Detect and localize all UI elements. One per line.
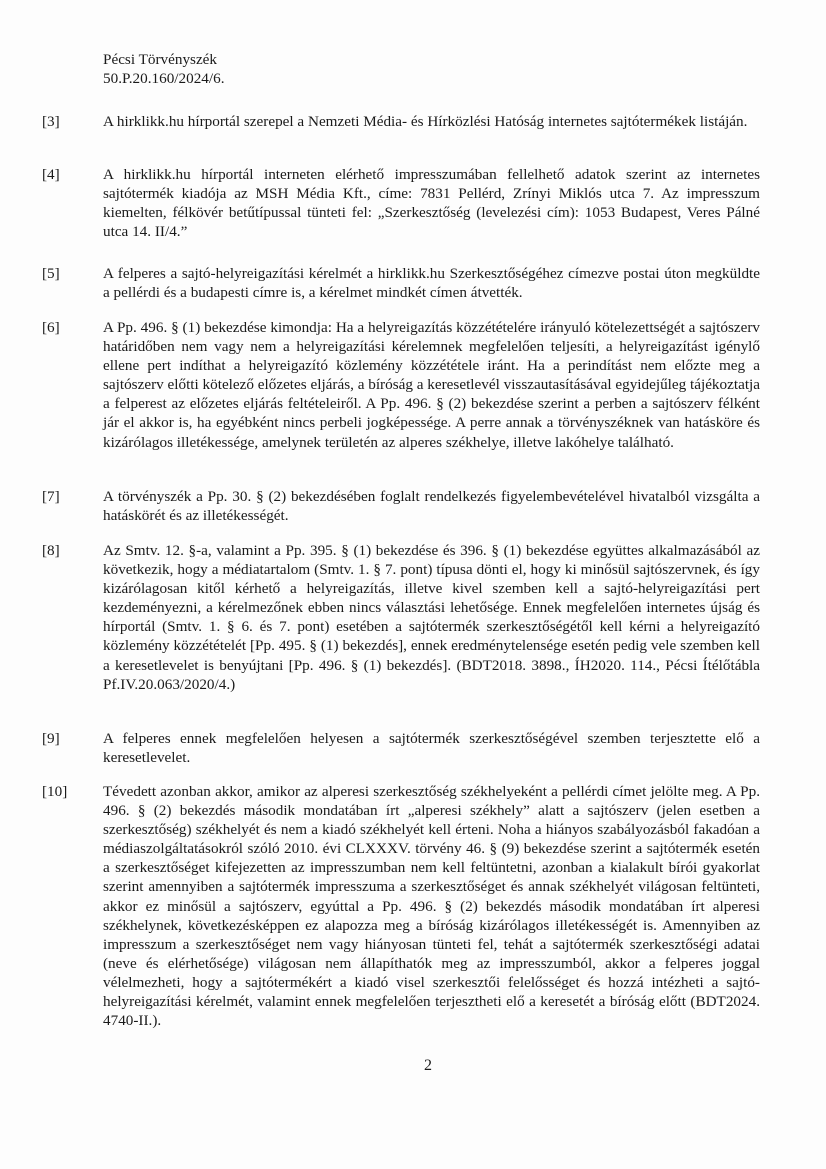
paragraph-text: Az Smtv. 12. §-a, valamint a Pp. 395. § (1) bekezdése és 396. § (1) bekezdése együttes alkalmazásából az következik, hogy a médiatartalom (Smtv. 1. § 7. pont) típusa dönti el, hogy ki minősül sajtószervnek, és így kizárólagosan kitől kérhető a helyreigazítás, illetve kivel szemben kell a sajtó-helyreigazítási pert kezdeményezni, a kérelmezőnek ebben nincs választási lehetősége. Ennek megfelelően internetes újság és hírportál (Smtv. 1. § 6. és 7. pont) esetében a sajtótermék szerkesztőségétől kell kérni a helyreigazító közlemény közzétételét [Pp. 495. § (1) bekezdés], ennek eredménytelensége esetén pedig vele szemben kell a keresetlevelet is benyújtani [Pp. 496. § (1) bekezdés]. (BDT2018. 3898., ÍH2020. 114., Pécsi Ítélőtábla Pf.IV.20.063/2020/4.) bbox=[103, 542, 760, 693]
document-header bbox=[103, 51, 225, 88]
paragraph-number: [5] bbox=[42, 265, 60, 282]
paragraph-text: A felperes ennek megfelelően helyesen a sajtótermék szerkesztőségével szemben terjesztette elő a keresetlevelet. bbox=[103, 730, 760, 767]
paragraph-number: [3] bbox=[42, 113, 60, 130]
paragraph-text: Tévedett azonban akkor, amikor az alperesi szerkesztőség székhelyeként a pellérdi címet jelölte meg. A Pp. 496. § (2) bekezdés második mondatában írt „alperesi székhely” alatt a sajtószerv (jelen esetben a szerkesztőség) székhelyét és nem a kiadó székhelyét kell érteni. Noha a hiányos szabályozásból fakadóan a médiaszolgáltatásokról szóló 2010. évi CLXXXV. törvény 46. § (9) bekezdése szerint a sajtótermék esetén a szerkesztőséget kifejezetten az impresszumban nem kell feltüntetni, azonban a kialakult bírói gyakorlat szerint amennyiben a sajtótermék impresszuma a szerkesztőséget és annak székhelyét világosan feltünteti, akkor ez minősül a sajtószerv, egyúttal a Pp. 496. § (2) bekezdés második mondatában írt alperesi székhelynek, következésképpen ez alapozza meg a bíróság kizárólagos illetékességét is. Amennyiben az impresszum a szerkesztőséget nem vagy hiányosan tünteti fel, tehát a sajtótermék szerkesztőségi adatai (neve és elérhetősége) világosan nem állapíthatók meg az impresszumból, akkor a felperes joggal vélelmezheti, hogy a sajtótermékért a kiadó visel szerkesztői felelősséget és hozzá intézheti a sajtó-helyreigazítási kérelmét, valamint ennek megfelelően terjesztheti elő a keresetét a bíróság előtt (BDT2024. 4740-II.). bbox=[103, 783, 760, 1030]
paragraph-text: A felperes a sajtó-helyreigazítási kérelmét a hirklikk.hu Szerkesztőségéhez címezve postai úton megküldte a pellérdi és a budapesti címre is, a kérelmet mindkét címen átvették. bbox=[103, 265, 760, 302]
paragraph-text: A hirklikk.hu hírportál szerepel a Nemzeti Média- és Hírközlési Hatóság internetes sajtótermékek listáján. bbox=[103, 113, 748, 130]
paragraph-number: [4] bbox=[42, 166, 60, 183]
paragraph-number: [7] bbox=[42, 488, 60, 505]
paragraph-number: [6] bbox=[42, 319, 60, 336]
page-number: 2 bbox=[424, 1057, 432, 1074]
court-name: Pécsi Törvényszék bbox=[103, 51, 218, 68]
case-number: 50.P.20.160/2024/6. bbox=[103, 69, 225, 87]
paragraph-number: [9] bbox=[42, 730, 60, 747]
paragraph-text: A hirklikk.hu hírportál interneten elérhető impresszumában fellelhető adatok szerint az internetes sajtótermék kiadója az MSH Média Kft., címe: 7831 Pellérd, Zrínyi Miklós utca 7. Az impresszum kiemelten, félkövér betűtípussal tünteti fel: „Szerkesztőség (levelezési cím): 1053 Budapest, Veres Pálné utca 14. II/4.” bbox=[103, 166, 760, 241]
paragraph-text: A Pp. 496. § (1) bekezdése kimondja: Ha a helyreigazítás közzétételére irányuló kötelezettségét a sajtószerv határidőben nem vagy nem a helyreigazítási kérelemnek megfelelően teljesíti, a helyreigazítást igénylő ellene pert indíthat a helyreigazító közlemény közzététele iránt. Ha a perindítást nem előzte meg a sajtószerv előtti kötelező előzetes eljárás, a bíróság a keresetlevél visszautasításával egyidejűleg tájékoztatja a felperest az előzetes eljárás feltételeiről. A Pp. 496. § (2) bekezdése szerint a perben a sajtószerv félként jár el akkor is, ha egyébként nincs perbeli jogképessége. A perre annak a törvényszéknek van hatásköre és kizárólagos illetékessége, amelynek területén az alperes székhelye, illetve lakóhelye található. bbox=[103, 319, 761, 451]
paragraph-number: [10] bbox=[42, 783, 68, 800]
paragraph-text: A törvényszék a Pp. 30. § (2) bekezdésében foglalt rendelkezés figyelembevételével hivatalból vizsgálta a hatáskörét és az illetékességét. bbox=[103, 488, 760, 525]
paragraph-number: [8] bbox=[42, 542, 60, 559]
